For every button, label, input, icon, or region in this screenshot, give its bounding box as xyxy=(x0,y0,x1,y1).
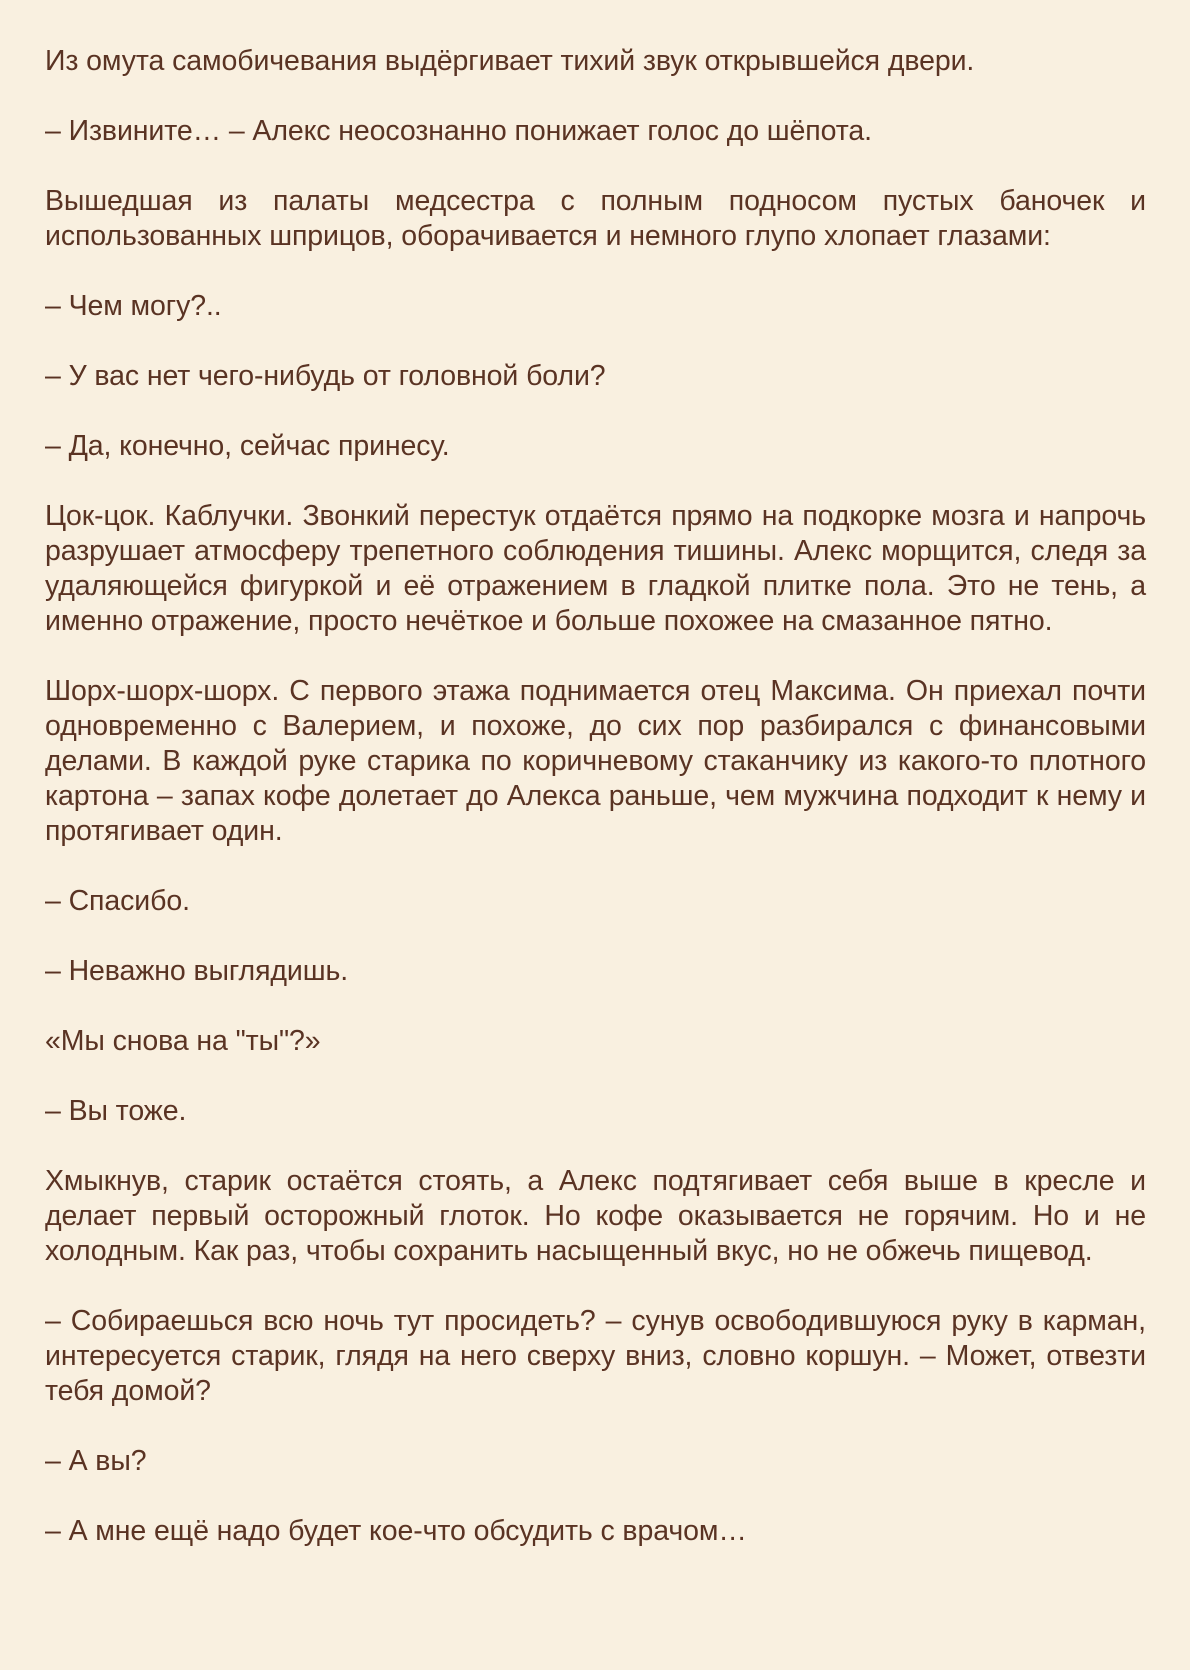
paragraph: Шорх-шорх-шорх. С первого этажа поднимается отец Максима. Он приехал почти одновременно с Валерием, и похоже, до сих пор разбирался с финансовыми делами. В каждой руке старика по коричневому стаканчику из какого-то плотного картона – запах кофе долетает до Алекса раньше, чем мужчина подходит к нему и протягивает один. xyxy=(45,675,1146,847)
paragraph: – Неважно выглядишь. xyxy=(45,955,349,987)
paragraph: – Чем могу?.. xyxy=(45,290,222,322)
paragraph: Вышедшая из палаты медсестра с полным подносом пустых баночек и использованных шприцов, оборачивается и немного глупо хлопает глазами: xyxy=(45,185,1146,252)
paragraph: «Мы снова на "ты"?» xyxy=(45,1025,321,1057)
paragraph: – Собираешься всю ночь тут просидеть? – сунув освободившуюся руку в карман, интересуется старик, глядя на него сверху вниз, словно коршун. – Может, отвезти тебя домой? xyxy=(45,1305,1146,1407)
paragraph: – Спасибо. xyxy=(45,885,190,917)
paragraph: – Да, конечно, сейчас принесу. xyxy=(45,430,450,462)
paragraph: Цок-цок. Каблучки. Звонкий перестук отдаётся прямо на подкорке мозга и напрочь разрушает атмосферу трепетного соблюдения тишины. Алекс морщится, следя за удаляющейся фигуркой и её отражением в гладкой плитке пола. Это не тень, а именно отражение, просто нечёткое и больше похожее на смазанное пятно. xyxy=(45,500,1146,637)
paragraph: – Извините… – Алекс неосознанно понижает голос до шёпота. xyxy=(45,115,872,147)
paragraph: – У вас нет чего-нибудь от головной боли? xyxy=(45,360,606,392)
paragraph: – Вы тоже. xyxy=(45,1095,187,1127)
paragraph: – А вы? xyxy=(45,1445,147,1477)
paragraph: – А мне ещё надо будет кое-что обсудить с врачом… xyxy=(45,1515,747,1547)
paragraph: Из омута самобичевания выдёргивает тихий звук открывшейся двери. xyxy=(45,45,975,77)
paragraph: Хмыкнув, старик остаётся стоять, а Алекс подтягивает себя выше в кресле и делает первый осторожный глоток. Но кофе оказывается не горячим. Но и не холодным. Как раз, чтобы сохранить насыщенный вкус, но не обжечь пищевод. xyxy=(45,1165,1146,1267)
